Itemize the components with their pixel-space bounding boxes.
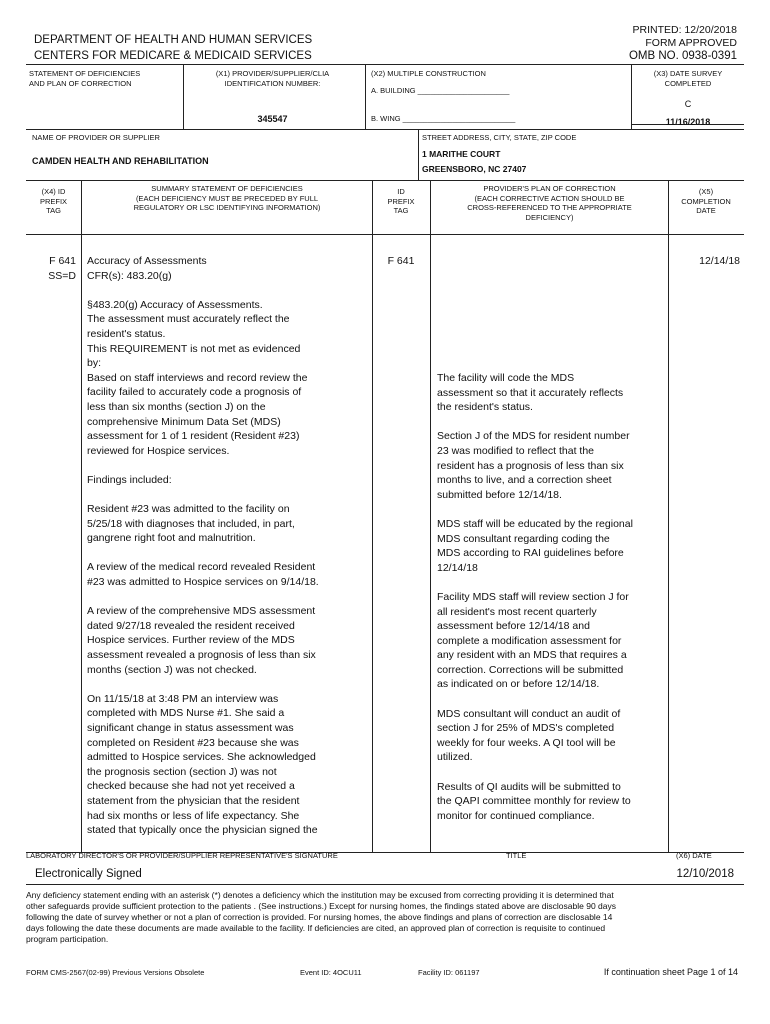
disclaimer-footnote: Any deficiency statement ending with an asterisk (*) denotes a deficiency which the institution may be excused from correcting providing it is determined that other safeguards provide sufficient protection to the patients . (See instructions.) Except for nursing homes, the findings stated above are disclosable 90 days following the date of survey whether or not a plan of correction is provided. For nursing homes, the above findings and plans of correction are disclosable 14 days following the date these documents are made available to the facility. If deficiencies are cited, an approved plan of correction is requisite to continued program participation. bbox=[26, 890, 616, 944]
completion-column-header: (X5) COMPLETION DATE bbox=[681, 187, 731, 215]
agency-name: CENTERS FOR MEDICARE & MEDICAID SERVICES bbox=[34, 50, 312, 62]
plan-column-header: PROVIDER'S PLAN OF CORRECTION (EACH CORRECTIVE ACTION SHOULD BE CROSS-REFERENCED TO THE APPROPRIATE DEFICIENCY) bbox=[467, 184, 632, 222]
signature-date: 12/10/2018 bbox=[676, 868, 734, 880]
summary-column-header: SUMMARY STATEMENT OF DEFICIENCIES (EACH DEFICIENCY MUST BE PRECEDED BY FULL REGULATORY OR LSC IDENTIFYING INFORMATION) bbox=[133, 184, 321, 212]
deficiency-summary-text: Accuracy of Assessments CFR(s): 483.20(g) §483.20(g) Accuracy of Assessments. The assessment must accurately reflect the resident's status. This REQUIREMENT is not met as evidenced by: Based on staff interviews and record review the facility failed to accurately code a prognosis of less than six months (section J) on the comprehensive Minimum Data Set (MDS) assessment for 1 of 1 resident (Resident #23) reviewed for Hospice services. Findings included: Resident #23 was admitted to the facility on 5/25/18 with diagnoses that included, in part, gangrene right foot and malnutrition. A review of the medical record revealed Resident #23 was admitted to Hospice services on 9/14/18. A review of the comprehensive MDS assessment dated 9/27/18 revealed the resident received Hospice services. Further review of the MDS assessment revealed a prognosis of less than six months (section J) was not checked. On 11/15/18 at 3:48 PM an interview was completed with MDS Nurse #1. She said a significant change in status assessment was completed on Resident #23 because she was admitted to Hospice services. She acknowledged the prognosis section (section J) was not checked because she had not yet received a statement from the physician that the resident had six months or less of life expectancy. She stated that typically once the physician signed the bbox=[87, 255, 319, 837]
page-number: If continuation sheet Page 1 of 14 bbox=[603, 967, 738, 977]
address-label: STREET ADDRESS, CITY, STATE, ZIP CODE bbox=[422, 133, 577, 142]
deficiency-tag: F 641 bbox=[49, 255, 76, 267]
id-column-header: ID PREFIX TAG bbox=[387, 187, 415, 215]
scope-severity: SS=D bbox=[48, 270, 76, 282]
department-name: DEPARTMENT OF HEALTH AND HUMAN SERVICES bbox=[34, 34, 313, 46]
completion-date: 12/14/18 bbox=[699, 255, 740, 267]
date-label: (X6) DATE bbox=[676, 851, 712, 860]
plan-of-correction-text: The facility will code the MDS assessment so that it accurately reflects the resident's status. Section J of the MDS for resident number 23 was modified to reflect that the resident has a prognosis of less than six months to live, and a correction sheet submitted before 12/14/18. MDS staff will be educated by the regional MDS consultant regarding coding the MDS according to RAI guidelines before 12/14/18 Facility MDS staff will review section J for all resident's most recent quarterly assessment before 12/14/18 and complete a modification assessment for any resident with an MDS that requires a correction. Corrections will be submitted as indicated on or before 12/14/18. MDS consultant will conduct an audit of section J for 25% of MDS's completed weekly for four weeks. A QI tool will be utilized. Results of QI audits will be submitted to the QAPI committee monthly for review to monitor for continued compliance. bbox=[437, 372, 633, 822]
form-approved: FORM APPROVED bbox=[645, 37, 737, 49]
form-number: FORM CMS-2567(02-99) Previous Versions Obsolete bbox=[26, 968, 205, 977]
survey-completed-date: 11/16/2018 bbox=[665, 117, 711, 127]
building-field: A. BUILDING ______________________ bbox=[371, 86, 510, 95]
printed-date: PRINTED: 12/20/2018 bbox=[632, 24, 737, 36]
statement-label: STATEMENT OF DEFICIENCIES AND PLAN OF CORRECTION bbox=[29, 69, 141, 88]
wing-field: B. WING ___________________________ bbox=[371, 114, 516, 123]
event-id: Event ID: 4OCU11 bbox=[300, 968, 362, 977]
facility-id: Facility ID: 061197 bbox=[418, 968, 480, 977]
signature-label: LABORATORY DIRECTOR'S OR PROVIDER/SUPPLIER REPRESENTATIVE'S SIGNATURE bbox=[26, 851, 338, 860]
title-label: TITLE bbox=[506, 851, 527, 860]
address-street: 1 MARITHE COURT bbox=[422, 149, 501, 159]
x1-label: (X1) PROVIDER/SUPPLIER/CLIA IDENTIFICATION NUMBER: bbox=[215, 69, 330, 88]
provider-name: CAMDEN HEALTH AND REHABILITATION bbox=[32, 156, 209, 166]
address-city: GREENSBORO, NC 27407 bbox=[422, 164, 527, 174]
provider-id-number: 345547 bbox=[257, 114, 288, 124]
provider-label: NAME OF PROVIDER OR SUPPLIER bbox=[32, 133, 160, 142]
omb-number: OMB NO. 0938-0391 bbox=[628, 50, 737, 62]
id-prefix-tag: F 641 bbox=[387, 255, 415, 267]
x2-label: (X2) MULTIPLE CONSTRUCTION bbox=[371, 69, 486, 78]
x3-label: (X3) DATE SURVEY COMPLETED bbox=[653, 69, 723, 88]
x4-column-header: (X4) ID PREFIX TAG bbox=[39, 187, 68, 215]
signature-value: Electronically Signed bbox=[35, 868, 142, 880]
survey-code: C bbox=[684, 99, 692, 109]
